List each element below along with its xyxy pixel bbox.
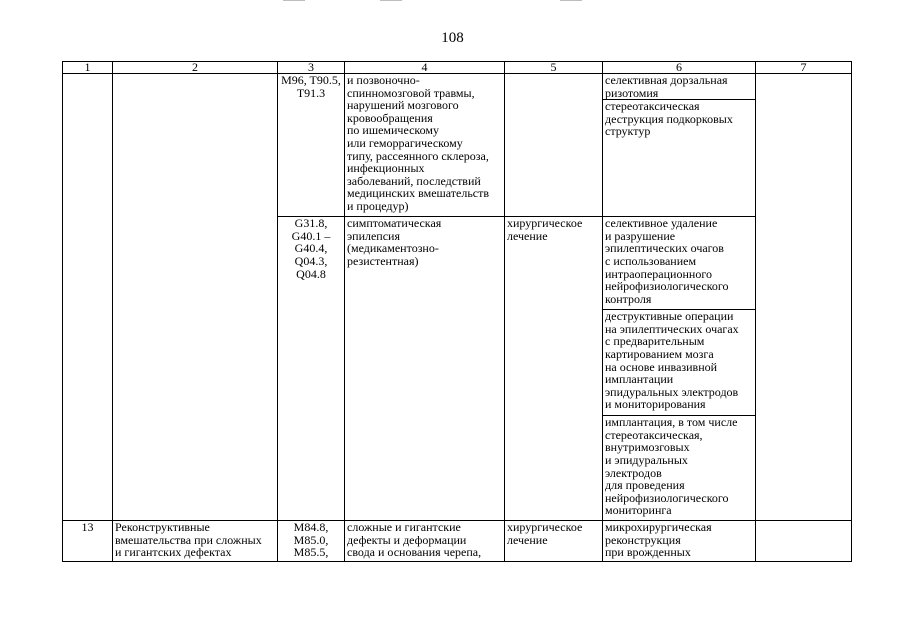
tariff-cell — [756, 521, 852, 562]
treatment-type-cell: хирургическое лечение — [505, 521, 603, 562]
scan-artifact-line — [380, 0, 402, 1]
method-cell: имплантация, в том числе стереотаксическая, внутримозговых и эпидуральных электродов для проведения нейрофизиологического мониторинга — [603, 416, 756, 521]
page-number: 108 — [441, 30, 464, 46]
column-header: 1 — [63, 62, 113, 74]
row-number-cell: 13 — [63, 521, 113, 562]
column-header: 7 — [756, 62, 852, 74]
intervention-name-cell — [113, 74, 278, 521]
column-header: 3 — [278, 62, 345, 74]
condition-cell: сложные и гигантские дефекты и деформации свода и основания черепа, — [345, 521, 505, 562]
condition-cell: и позвоночно- спинномозговой травмы, нарушений мозгового кровообращения по ишемическому или геморрагическому типу, рассеянного склероза, инфекционных заболеваний, последствий медицинских вмешательств и процедур) — [345, 74, 505, 217]
method-cell: селективное удаление и разрушение эпилептических очагов с использованием интраоперационного нейрофизиологического контроля — [603, 217, 756, 310]
column-header-row — [63, 62, 852, 74]
method-cell: деструктивные операции на эпилептических очагах с предварительным картированием мозга на основе инвазивной имплантации эпидуральных электродов и мониторирования — [603, 310, 756, 416]
method-cell: стереотаксическая деструкция подкорковых структур — [603, 100, 756, 217]
treatment-table — [62, 61, 852, 562]
column-header: 4 — [345, 62, 505, 74]
icd-codes-cell: G31.8, G40.1 – G40.4, Q04.3, Q04.8 — [278, 217, 345, 521]
method-cell: микрохирургическая реконструкция при врожденных — [603, 521, 756, 562]
condition-cell: симптоматическая эпилепсия (медикаментозно- резистентная) — [345, 217, 505, 521]
icd-codes-cell: M96, T90.5, T91.3 — [278, 74, 345, 217]
table-row — [63, 74, 852, 100]
scan-artifact-line — [283, 0, 305, 1]
table-row — [63, 521, 852, 562]
treatment-type-cell — [505, 74, 603, 217]
column-header: 6 — [603, 62, 756, 74]
treatment-type-cell: хирургическое лечение — [505, 217, 603, 521]
tariff-cell — [756, 74, 852, 521]
method-cell: селективная дорзальная ризотомия — [603, 74, 756, 100]
icd-codes-cell: M84.8, M85.0, M85.5, — [278, 521, 345, 562]
intervention-name-cell: Реконструктивные вмешательства при сложных и гигантских дефектах — [113, 521, 278, 562]
scan-artifact-line — [560, 0, 582, 1]
row-number-cell — [63, 74, 113, 521]
column-header: 5 — [505, 62, 603, 74]
column-header: 2 — [113, 62, 278, 74]
